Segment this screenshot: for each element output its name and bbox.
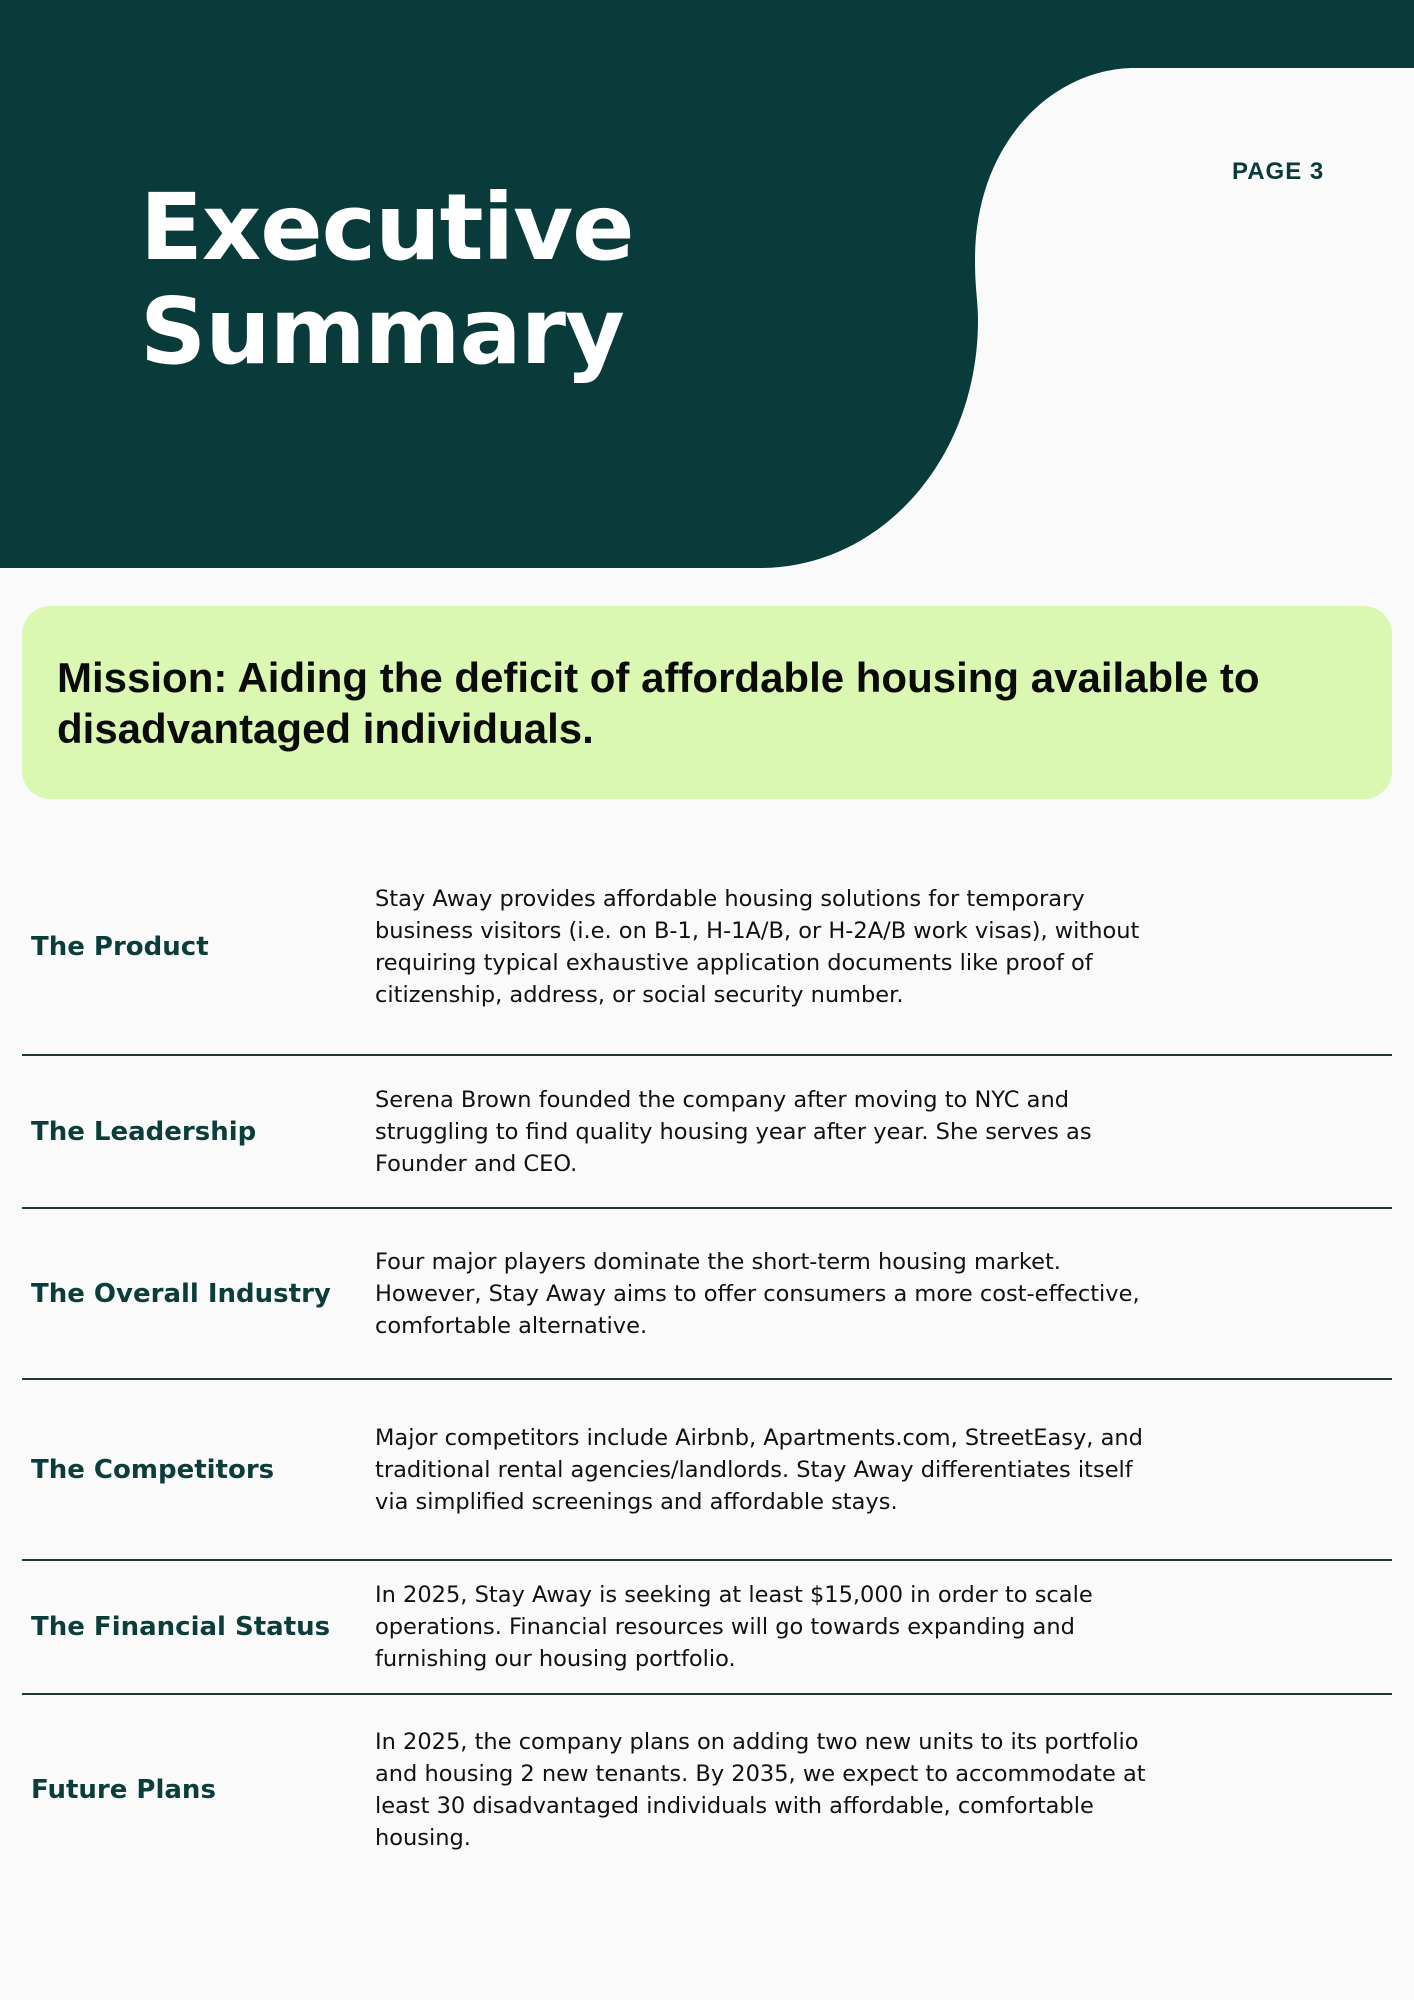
section-row-future-plans (22, 1695, 1392, 1885)
section-description: Major competitors include Airbnb, Apartments.com, StreetEasy, and traditional rental agencies/landlords. Stay Away differentiates itself via simplified screenings and affordable stays. (375, 1424, 1143, 1515)
section-label: The Leadership (31, 1116, 257, 1147)
section-row-product (22, 840, 1392, 1056)
section-description: Four major players dominate the short-term housing market. However, Stay Away aims to offer consumers a more cost-effective, comfortable alternative. (375, 1248, 1140, 1339)
section-label: Future Plans (31, 1775, 216, 1805)
summary-sections (22, 840, 1392, 1885)
section-label: The Product (31, 932, 209, 962)
section-description: In 2025, the company plans on adding two new units to its portfolio and housing 2 new tenants. By 2035, we expect to accommodate at least 30 disadvantaged individuals with affordable, comfortable housing. (375, 1729, 1146, 1851)
section-row-leadership (22, 1056, 1392, 1209)
section-description: Serena Brown founded the company after moving to NYC and struggling to find quality housing year after year. She serves as Founder and CEO. (375, 1086, 1092, 1177)
section-label: The Competitors (31, 1454, 275, 1485)
page-number: PAGE 3 (1232, 158, 1325, 185)
section-description: In 2025, Stay Away is seeking at least $15,000 in order to scale operations. Financial resources will go towards expanding and furnishing our housing portfolio. (375, 1582, 1093, 1672)
section-label: The Financial Status (31, 1612, 331, 1642)
section-row-competitors (22, 1380, 1392, 1561)
section-row-financial (22, 1561, 1392, 1695)
section-row-industry (22, 1209, 1392, 1380)
page-title-line-1: Executive (140, 174, 634, 281)
section-description: Stay Away provides affordable housing solutions for temporary business visitors (i.e. on B-1, H-1A/B, or H-2A/B work visas), without requiring typical exhaustive application documents like proof of citizenship, address, or social security number. (375, 886, 1140, 1008)
page-title-line-2: Summary (140, 278, 624, 385)
mission-statement: Mission: Aiding the deficit of affordable housing available to disadvantaged individuals. (57, 654, 1260, 752)
mission-callout (22, 606, 1392, 799)
section-label: The Overall Industry (31, 1278, 331, 1309)
page-title (140, 176, 634, 384)
